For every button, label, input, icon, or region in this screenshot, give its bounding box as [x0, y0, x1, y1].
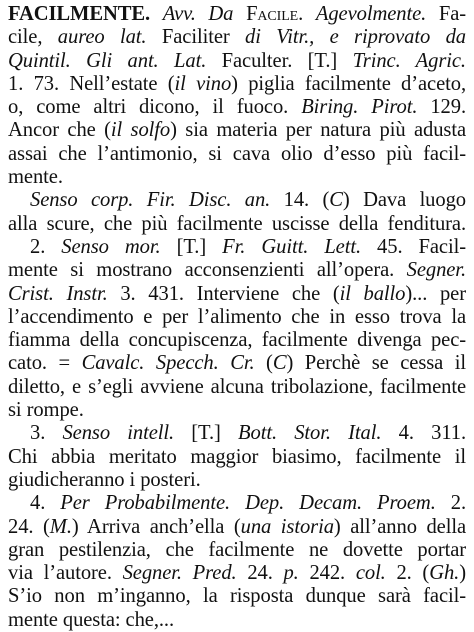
entry-text-segment: [T.] — [160, 235, 223, 258]
entry-line — [8, 3, 466, 26]
entry-line — [8, 283, 466, 306]
entry-line — [8, 329, 466, 352]
entry-text-segment: Fa- — [426, 3, 466, 25]
entry-text-segment: 24. ( — [8, 515, 50, 538]
entry-line — [8, 539, 466, 562]
entry-text-segment: fiamma della concupiscenza, facilmente divenga pec- — [8, 329, 466, 352]
entry-text-segment: Faciliter — [146, 26, 246, 49]
entry-text-segment: ) Dava luogo — [342, 189, 466, 212]
entry-text-segment: 2. ( — [385, 562, 430, 585]
entry-text-segment: ) Perchè se cessa il — [286, 352, 466, 375]
entry-text-segment: ) all’anno della — [333, 515, 466, 538]
entry-text-segment: il vino — [174, 72, 232, 95]
entry-text-segment: col. — [355, 562, 386, 585]
entry-text-segment: diletto, e s’egli avviene alcuna tribolazione, facilmente — [8, 375, 466, 398]
entry-text-segment: Per Probabilmente. Dep. Decam. Proem. — [60, 492, 436, 515]
entry-line — [8, 259, 466, 282]
entry-text-segment: di Vitr., e riprovato da — [245, 26, 466, 49]
entry-text-segment: C — [329, 189, 343, 212]
entry-line — [8, 469, 466, 492]
entry-text-segment: 3. — [30, 422, 63, 445]
entry-text-segment: ) sia materia per natura più adusta — [170, 119, 466, 142]
entry-line — [8, 422, 466, 445]
entry-text-segment: Crist. Instr. — [8, 282, 108, 305]
entry-text-segment: 45. Facil- — [361, 235, 466, 258]
entry-line — [8, 352, 466, 375]
entry-text-segment: Senso corp. Fir. Disc. an. — [30, 189, 271, 212]
entry-text-segment: 1. 73. Nell’estate ( — [8, 72, 175, 95]
entry-line — [8, 492, 466, 515]
entry-text-segment: mente si mostrano acconsenzienti all’opera. — [8, 259, 407, 282]
entry-text-segment: 3. 431. Interviene che ( — [107, 282, 340, 305]
entry-text-segment: C — [272, 352, 287, 375]
entry-text-segment: Cavalc. Specch. Cr. — [81, 352, 255, 375]
entry-line — [8, 306, 466, 329]
entry-text-segment: via l’autore. — [8, 562, 123, 585]
entry-line — [8, 73, 466, 96]
entry-text-segment — [150, 3, 163, 25]
entry-text-segment: 4. — [30, 492, 61, 515]
entry-line — [8, 189, 466, 212]
entry-line — [8, 236, 466, 259]
entry-line — [8, 609, 466, 632]
entry-text-segment: cato. = — [8, 352, 82, 375]
entry-text-segment: ) Arriva anch’ella ( — [71, 515, 241, 538]
entry-text-segment: . — [298, 3, 316, 25]
entry-text-segment: 24. — [236, 562, 284, 585]
entry-text-segment: Facile — [246, 3, 299, 25]
entry-text-segment: 242. — [298, 562, 356, 585]
entry-text-segment: Trinc. Agric. — [352, 49, 466, 72]
entry-text-segment: Avv. Da — [162, 3, 247, 25]
entry-text-segment: Gh. — [429, 562, 460, 585]
entry-text-segment: Senso intell. — [62, 422, 175, 445]
entry-line — [8, 166, 466, 189]
entry-text-segment: ) — [459, 562, 466, 585]
entry-text-segment: Bott. Stor. Ital. — [238, 422, 382, 445]
entry-text-segment: Chi abbia meritato maggior biasimo, facilmente il — [8, 445, 466, 468]
entry-text-segment: Quintil. Gli ant. Lat. — [8, 49, 207, 72]
headword: FACILMENTE. — [8, 3, 151, 25]
entry-text-segment: Faculter. [T.] — [206, 49, 353, 72]
dictionary-entry-facilmente — [8, 3, 466, 632]
entry-text-segment: o, come altri dicono, il fuoco. — [8, 96, 302, 119]
entry-line — [8, 143, 466, 166]
entry-line — [8, 96, 466, 119]
entry-text-segment: Ancor che ( — [8, 119, 111, 142]
entry-text-segment: )... per — [405, 282, 466, 305]
entry-text-segment: 129. — [417, 96, 466, 119]
entry-text-segment: gran pestilenzia, che facilmente ne dovette portar — [8, 538, 466, 561]
entry-text-segment: Segner. Pred. — [122, 562, 237, 585]
entry-line — [8, 119, 466, 142]
entry-text-segment: 2. — [435, 492, 466, 515]
entry-line — [8, 446, 466, 469]
entry-text-segment: 4. 311. — [381, 422, 466, 445]
entry-text-segment: p. — [283, 562, 299, 585]
entry-line — [8, 26, 466, 49]
entry-line — [8, 585, 466, 608]
entry-line — [8, 213, 466, 236]
entry-text-segment: l’accendimento e per l’alimento che in esso trova la — [8, 305, 466, 328]
entry-text-segment: alla scure, che più facilmente uscisse della fenditura. — [8, 212, 466, 235]
entry-text-segment: mente. — [8, 166, 63, 189]
entry-text-segment: S’io non m’inganno, la risposta dunque sarà facil- — [8, 585, 466, 608]
entry-text-segment: Senso mor. — [61, 235, 161, 258]
entry-line — [8, 562, 466, 585]
entry-text-segment: aureo lat. — [57, 26, 147, 49]
entry-line — [8, 50, 466, 73]
entry-text-segment: mente questa: che,... — [8, 608, 175, 631]
entry-line — [8, 516, 466, 539]
entry-text-segment: cile, — [8, 26, 58, 49]
entry-text-segment: M. — [49, 515, 72, 538]
entry-text-segment: il solfo — [110, 119, 171, 142]
entry-text-segment: ( — [254, 352, 273, 375]
entry-text-segment: giudicheranno i posteri. — [8, 468, 201, 491]
entry-text-segment: Segner. — [406, 259, 466, 282]
entry-text-segment: 2. — [30, 235, 62, 258]
entry-text-segment: ) piglia facilmente d’aceto, — [231, 72, 466, 95]
entry-text-segment: Agevolmente. — [315, 3, 427, 25]
entry-line — [8, 376, 466, 399]
entry-text-segment: assai che l’antimonio, si cava olio d’esso più facil- — [8, 142, 466, 165]
entry-text-segment: Biring. Pirot. — [301, 96, 418, 119]
entry-text-segment: Fr. Guitt. Lett. — [222, 235, 361, 258]
entry-text-segment: si rompe. — [8, 399, 84, 422]
entry-text-segment: 14. ( — [270, 189, 330, 212]
entry-text-segment: [T.] — [174, 422, 239, 445]
entry-text-segment: il ballo — [339, 282, 406, 305]
entry-line — [8, 399, 466, 422]
entry-text-segment: una istoria — [240, 515, 334, 538]
